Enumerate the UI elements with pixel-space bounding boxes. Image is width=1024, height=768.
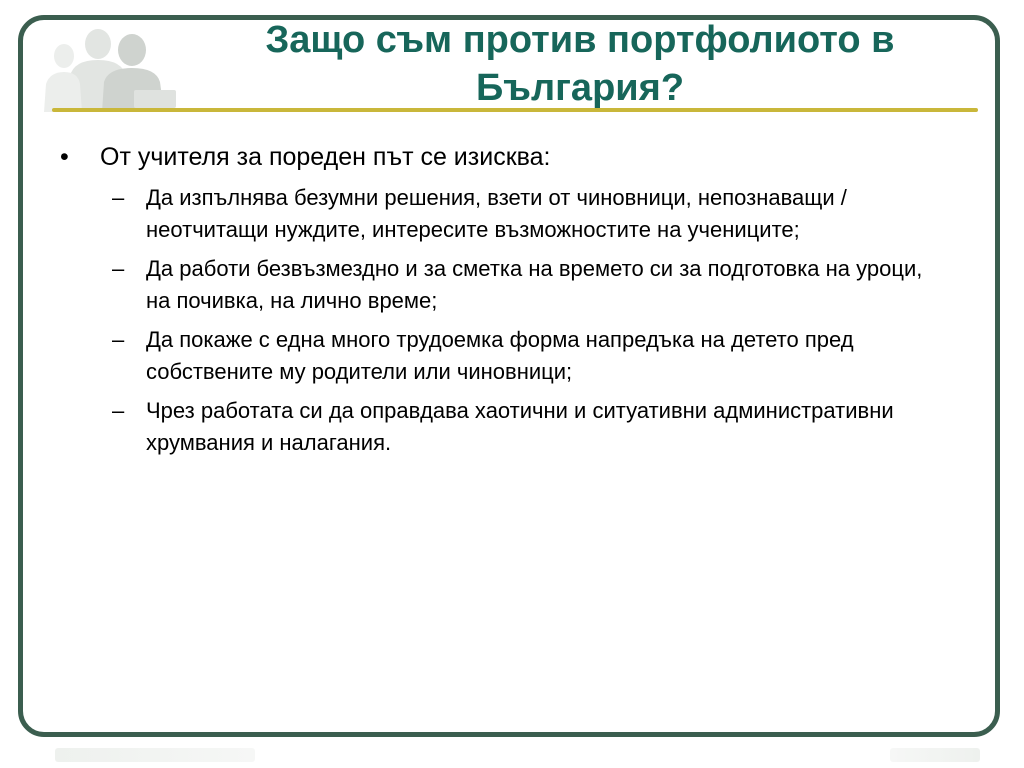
bullet-item (60, 140, 940, 174)
dash-marker: – (112, 327, 125, 352)
dash-marker: – (112, 185, 125, 210)
footer-placeholder-right (890, 748, 980, 762)
sub-bullet-text: Да изпълнява безумни решения, взети от чиновници, непознаващи /неотчитащи нуждите, интересите възможностите на учениците; (146, 185, 847, 242)
sub-bullet-text: Чрез работата си да оправдава хаотични и ситуативни административни хрумвания и налагания. (146, 398, 894, 455)
sub-bullet-list (60, 182, 940, 459)
sub-bullet-text: Да работи безвъзмездно и за сметка на времето си за подготовка на уроци, на почивка, на лично време; (146, 256, 923, 313)
people-silhouette-icon (40, 20, 180, 112)
sub-bullet-item (60, 324, 940, 388)
slide-content (60, 140, 940, 466)
bullet-text: От учителя за пореден път се изисква: (100, 143, 551, 171)
footer-placeholder-left (55, 748, 255, 762)
dash-marker: – (112, 398, 125, 423)
sub-bullet-item (60, 182, 940, 246)
dash-marker: – (112, 256, 125, 281)
bullet-marker: • (60, 143, 69, 171)
sub-bullet-item (60, 253, 940, 317)
sub-bullet-item (60, 395, 940, 459)
sub-bullet-text: Да покаже с една много трудоемка форма напредъка на детето пред собствените му родители или чиновници; (146, 327, 854, 384)
slide-title: Защо съм против портфолиото в България? (265, 19, 895, 109)
